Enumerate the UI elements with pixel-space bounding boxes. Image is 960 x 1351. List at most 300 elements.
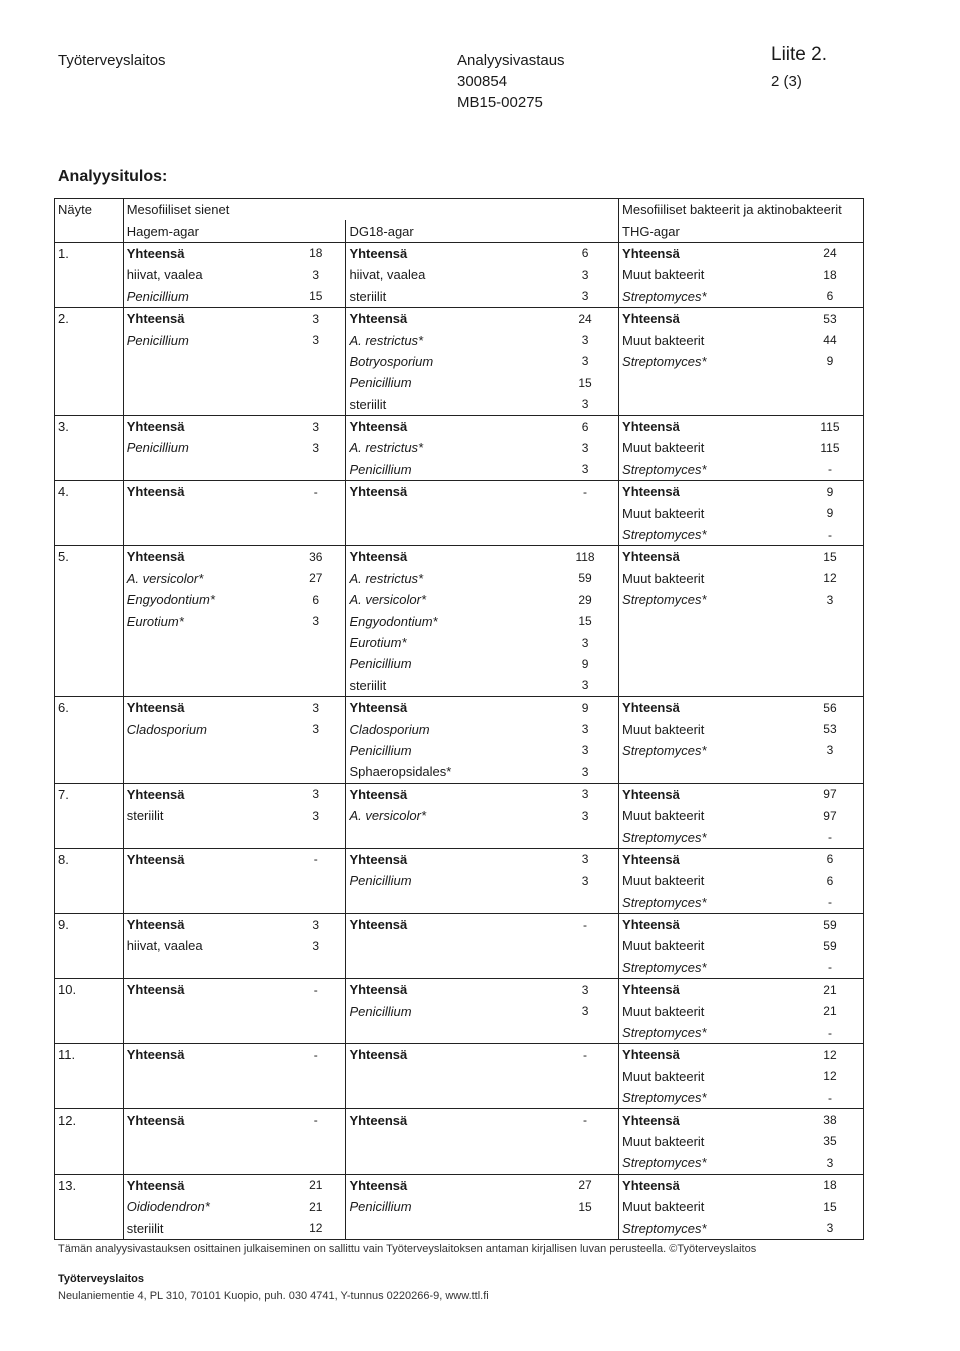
thg-organism-cell: Streptomyces* — [619, 957, 797, 979]
sample-id-cell — [55, 610, 124, 631]
attachment-label: Liite 2. — [771, 44, 827, 65]
table-row — [55, 1174, 864, 1196]
hagem-count-cell — [286, 632, 346, 653]
thg-count-cell: 44 — [797, 329, 864, 350]
hagem-organism-cell — [123, 1022, 286, 1044]
thg-count-cell: 3 — [797, 589, 864, 610]
dg18-organism-cell: Yhteensä — [346, 1109, 552, 1131]
thg-organism-cell: Streptomyces* — [619, 351, 797, 372]
thg-organism-cell: Muut bakteerit — [619, 329, 797, 350]
hagem-count-cell — [286, 502, 346, 523]
dg18-count-cell: 15 — [578, 1199, 592, 1214]
hagem-count-cell: 3 — [286, 307, 346, 329]
table-row — [55, 329, 864, 350]
dg18-organism-cell: Yhteensä — [346, 307, 552, 329]
thg-count-cell: 12 — [797, 1044, 864, 1066]
dg18-count-cell: 9 — [552, 696, 618, 718]
dg18-organism-cell: Yhteensä — [346, 415, 552, 437]
dg18-count-cell — [552, 892, 618, 914]
hagem-count-cell: 3 — [312, 614, 320, 629]
thg-organism-cell: Streptomyces* — [619, 459, 797, 481]
thg-organism-cell: Yhteensä — [619, 848, 797, 870]
dg18-count-cell: - — [552, 481, 618, 503]
thg-organism-cell — [619, 653, 797, 674]
hagem-organism-cell — [123, 394, 286, 416]
sample-code: MB15-00275 — [457, 94, 543, 111]
dg18-organism-cell: Yhteensä — [346, 481, 552, 503]
sample-id-cell — [55, 524, 124, 546]
dg18-count-cell: 15 — [578, 614, 592, 629]
sample-id-cell — [55, 957, 124, 979]
sample-id-cell — [55, 805, 124, 826]
dg18-organism-cell: Engyodontium* — [346, 610, 552, 631]
thg-count-cell: 53 — [797, 718, 864, 739]
dg18-count-cell: 3 — [581, 635, 589, 650]
document-number: 300854 — [457, 73, 508, 90]
hagem-organism-cell — [123, 502, 286, 523]
dg18-organism-cell — [346, 1131, 552, 1152]
thg-count-cell: 15 — [797, 546, 864, 568]
hagem-organism-cell — [123, 1152, 286, 1174]
dg18-organism-cell: Penicillium — [346, 653, 552, 674]
table-row — [55, 848, 864, 870]
table-row — [55, 1087, 864, 1109]
dg18-organism-cell: A. restrictus* — [346, 329, 552, 350]
hagem-organism-cell — [123, 1087, 286, 1109]
dg18-count-cell: 3 — [581, 722, 589, 737]
sample-id-cell: 10. — [55, 979, 124, 1001]
thg-organism-cell: Muut bakteerit — [619, 935, 797, 956]
thg-organism-cell — [619, 394, 797, 416]
thg-count-cell: 3 — [797, 740, 864, 761]
hagem-organism-cell — [123, 1066, 286, 1087]
thg-organism-cell — [619, 632, 797, 653]
thg-organism-cell: Yhteensä — [619, 783, 797, 805]
sample-id-cell: 9. — [55, 913, 124, 935]
dg18-organism-cell: hiivat, vaalea — [346, 264, 552, 285]
sample-id-cell — [55, 589, 124, 610]
footer-address: Neulaniementie 4, PL 310, 70101 Kuopio, puh. 030 4741, Y-tunnus 0220266-9, www.ttl.fi — [58, 1290, 489, 1302]
dg18-count-cell: 3 — [552, 848, 618, 870]
hagem-organism-cell: Oidiodendron* — [123, 1196, 286, 1217]
hagem-count-cell: 3 — [312, 267, 320, 282]
dg18-count-cell: 6 — [552, 242, 618, 264]
hagem-count-cell: 36 — [286, 546, 346, 568]
dg18-count-cell: 3 — [581, 743, 589, 758]
dg18-count-cell: 3 — [581, 873, 589, 888]
hagem-count-cell: - — [286, 979, 346, 1001]
sample-id-cell — [55, 892, 124, 914]
header-fungi: Mesofiiliset sienet — [123, 199, 346, 221]
dg18-count-cell: 3 — [581, 1004, 589, 1019]
dg18-organism-cell: Penicillium — [346, 459, 552, 481]
thg-organism-cell: Muut bakteerit — [619, 1131, 797, 1152]
dg18-count-cell — [552, 957, 618, 979]
dg18-organism-cell: A. restrictus* — [346, 437, 552, 458]
thg-organism-cell: Muut bakteerit — [619, 1000, 797, 1021]
hagem-count-cell: 21 — [286, 1174, 346, 1196]
dg18-count-cell: 59 — [578, 571, 592, 586]
thg-organism-cell: Yhteensä — [619, 307, 797, 329]
table-row — [55, 761, 864, 783]
subheader-hagem: Hagem-agar — [123, 220, 346, 242]
thg-count-cell: 18 — [797, 1174, 864, 1196]
dg18-organism-cell — [346, 502, 552, 523]
dg18-count-cell: 3 — [581, 354, 589, 369]
subheader-thg: THG-agar — [619, 220, 864, 242]
thg-organism-cell: Yhteensä — [619, 415, 797, 437]
thg-count-cell: - — [797, 1087, 864, 1109]
hagem-count-cell — [286, 653, 346, 674]
hagem-count-cell — [286, 1152, 346, 1174]
hagem-count-cell: 3 — [312, 722, 320, 737]
page-number: 2 (3) — [771, 73, 802, 90]
sample-id-cell — [55, 459, 124, 481]
header-empty — [346, 199, 552, 221]
table-row — [55, 481, 864, 503]
dg18-count-cell — [552, 1022, 618, 1044]
thg-organism-cell: Streptomyces* — [619, 524, 797, 546]
sample-id-cell — [55, 394, 124, 416]
table-row — [55, 242, 864, 264]
sample-id-cell: 4. — [55, 481, 124, 503]
table-row — [55, 415, 864, 437]
thg-count-cell — [797, 632, 864, 653]
table-row — [55, 718, 864, 739]
thg-organism-cell: Streptomyces* — [619, 1087, 797, 1109]
sample-id-cell — [55, 1196, 124, 1217]
thg-count-cell — [797, 675, 864, 697]
dg18-count-cell — [552, 1131, 618, 1152]
section-title: Analyysitulos: — [58, 168, 168, 185]
dg18-count-cell: 15 — [578, 375, 592, 390]
thg-count-cell: 24 — [797, 242, 864, 264]
dg18-count-cell — [552, 502, 618, 523]
thg-count-cell: 9 — [797, 502, 864, 523]
hagem-organism-cell — [123, 892, 286, 914]
header-sample: Näyte — [55, 199, 124, 221]
table-row — [55, 372, 864, 393]
thg-count-cell: - — [797, 1022, 864, 1044]
hagem-count-cell — [286, 1131, 346, 1152]
dg18-organism-cell: Yhteensä — [346, 979, 552, 1001]
hagem-organism-cell: steriilit — [123, 1217, 286, 1239]
dg18-count-cell: 3 — [581, 267, 589, 282]
table-row — [55, 502, 864, 523]
dg18-count-cell: 24 — [552, 307, 618, 329]
thg-organism-cell: Yhteensä — [619, 979, 797, 1001]
table-row — [55, 1131, 864, 1152]
sample-id-cell — [55, 1066, 124, 1087]
table-row — [55, 870, 864, 891]
table-row — [55, 307, 864, 329]
thg-count-cell: 21 — [797, 979, 864, 1001]
thg-organism-cell: Muut bakteerit — [619, 805, 797, 826]
hagem-count-cell — [286, 394, 346, 416]
thg-organism-cell: Streptomyces* — [619, 826, 797, 848]
thg-count-cell: - — [797, 826, 864, 848]
hagem-organism-cell — [123, 826, 286, 848]
hagem-count-cell — [286, 826, 346, 848]
table-row — [55, 286, 864, 308]
dg18-count-cell: 3 — [581, 440, 589, 455]
table-row — [55, 1196, 864, 1217]
sample-id-cell — [55, 286, 124, 308]
hagem-organism-cell: Yhteensä — [123, 307, 286, 329]
table-row — [55, 351, 864, 372]
hagem-organism-cell — [123, 740, 286, 761]
thg-count-cell: - — [797, 524, 864, 546]
table-row — [55, 783, 864, 805]
hagem-organism-cell — [123, 459, 286, 481]
hagem-count-cell: - — [286, 481, 346, 503]
sample-id-cell: 8. — [55, 848, 124, 870]
sample-id-cell: 6. — [55, 696, 124, 718]
thg-count-cell: 6 — [797, 870, 864, 891]
hagem-organism-cell: Yhteensä — [123, 415, 286, 437]
thg-count-cell: - — [797, 957, 864, 979]
thg-organism-cell: Yhteensä — [619, 696, 797, 718]
table-row — [55, 546, 864, 568]
dg18-organism-cell — [346, 892, 552, 914]
table-row — [55, 459, 864, 481]
dg18-organism-cell — [346, 1022, 552, 1044]
dg18-count-cell — [552, 1152, 618, 1174]
sample-id-cell — [55, 1131, 124, 1152]
hagem-count-cell — [286, 459, 346, 481]
sample-id-cell — [55, 1152, 124, 1174]
hagem-organism-cell: Yhteensä — [123, 1174, 286, 1196]
thg-count-cell: 18 — [797, 264, 864, 285]
dg18-count-cell: 29 — [578, 592, 592, 607]
hagem-organism-cell: Yhteensä — [123, 546, 286, 568]
table-row — [55, 1000, 864, 1021]
sample-id-cell — [55, 1022, 124, 1044]
hagem-count-cell: 3 — [286, 913, 346, 935]
thg-count-cell: 38 — [797, 1109, 864, 1131]
thg-count-cell: 97 — [797, 805, 864, 826]
dg18-organism-cell — [346, 1152, 552, 1174]
hagem-count-cell — [286, 351, 346, 372]
footer-org: Työterveyslaitos — [58, 1273, 145, 1285]
thg-organism-cell: Muut bakteerit — [619, 718, 797, 739]
dg18-organism-cell — [346, 524, 552, 546]
table-row — [55, 675, 864, 697]
dg18-organism-cell: A. versicolor* — [346, 805, 552, 826]
dg18-organism-cell: Yhteensä — [346, 696, 552, 718]
dg18-count-cell: 6 — [552, 415, 618, 437]
thg-organism-cell: Streptomyces* — [619, 589, 797, 610]
dg18-count-cell: 3 — [581, 333, 589, 348]
thg-count-cell: 97 — [797, 783, 864, 805]
sample-id-cell — [55, 935, 124, 956]
thg-count-cell: 12 — [797, 568, 864, 589]
dg18-count-cell — [552, 1087, 618, 1109]
hagem-organism-cell: Eurotium* — [123, 610, 286, 631]
sample-id-cell — [55, 502, 124, 523]
dg18-organism-cell: Penicillium — [346, 740, 552, 761]
hagem-organism-cell — [123, 1131, 286, 1152]
results-table-body — [55, 199, 864, 1240]
dg18-count-cell: - — [552, 1109, 618, 1131]
hagem-count-cell: 6 — [312, 592, 320, 607]
hagem-organism-cell — [123, 957, 286, 979]
sample-id-cell — [55, 372, 124, 393]
table-row — [55, 1217, 864, 1239]
dg18-organism-cell: Cladosporium — [346, 718, 552, 739]
thg-organism-cell: Yhteensä — [619, 481, 797, 503]
hagem-organism-cell — [123, 351, 286, 372]
thg-count-cell: 53 — [797, 307, 864, 329]
dg18-count-cell — [552, 1217, 618, 1239]
header-bacteria: Mesofiiliset bakteerit ja aktinobakteerit — [619, 199, 864, 221]
dg18-organism-cell: steriilit — [346, 675, 552, 697]
hagem-organism-cell: Yhteensä — [123, 242, 286, 264]
dg18-organism-cell: steriilit — [346, 394, 552, 416]
sample-id-cell: 5. — [55, 546, 124, 568]
thg-count-cell — [797, 394, 864, 416]
thg-organism-cell: Yhteensä — [619, 1109, 797, 1131]
hagem-count-cell — [286, 372, 346, 393]
thg-count-cell: 56 — [797, 696, 864, 718]
table-row — [55, 653, 864, 674]
footer-notice: Tämän analyysivastauksen osittainen julkaiseminen on sallittu vain Työterveyslaitoksen antaman kirjallisen luvan perusteella. ©Työterveyslaitos — [58, 1243, 757, 1255]
hagem-count-cell — [286, 1022, 346, 1044]
table-row — [55, 1109, 864, 1131]
thg-count-cell — [797, 372, 864, 393]
hagem-organism-cell: A. versicolor* — [123, 568, 286, 589]
hagem-count-cell — [286, 1087, 346, 1109]
thg-count-cell — [797, 761, 864, 783]
hagem-organism-cell: Penicillium — [123, 437, 286, 458]
sample-id-cell: 7. — [55, 783, 124, 805]
thg-count-cell — [797, 610, 864, 631]
document-info — [457, 50, 565, 113]
dg18-organism-cell: A. versicolor* — [346, 589, 552, 610]
hagem-organism-cell — [123, 870, 286, 891]
hagem-count-cell: 27 — [309, 571, 323, 586]
sample-id-cell: 13. — [55, 1174, 124, 1196]
sample-id-cell — [55, 437, 124, 458]
hagem-organism-cell: Penicillium — [123, 286, 286, 308]
thg-count-cell: 59 — [797, 935, 864, 956]
dg18-organism-cell: Yhteensä — [346, 1044, 552, 1066]
thg-organism-cell: Yhteensä — [619, 242, 797, 264]
table-row — [55, 913, 864, 935]
thg-count-cell: 115 — [797, 437, 864, 458]
dg18-organism-cell: Yhteensä — [346, 848, 552, 870]
dg18-count-cell — [552, 1066, 618, 1087]
hagem-organism-cell: Yhteensä — [123, 848, 286, 870]
thg-organism-cell: Streptomyces* — [619, 1022, 797, 1044]
sample-id-cell — [55, 761, 124, 783]
hagem-count-cell: - — [286, 1109, 346, 1131]
sample-id-cell — [55, 675, 124, 697]
thg-organism-cell: Streptomyces* — [619, 892, 797, 914]
dg18-count-cell: 3 — [581, 462, 589, 477]
hagem-count-cell — [286, 957, 346, 979]
thg-organism-cell — [619, 610, 797, 631]
table-row — [55, 935, 864, 956]
thg-organism-cell: Streptomyces* — [619, 286, 797, 308]
dg18-count-cell: 9 — [581, 656, 589, 671]
thg-count-cell: 9 — [797, 481, 864, 503]
sample-id-cell — [55, 740, 124, 761]
dg18-organism-cell: Yhteensä — [346, 783, 552, 805]
hagem-organism-cell — [123, 632, 286, 653]
hagem-count-cell — [286, 524, 346, 546]
thg-count-cell: 3 — [797, 1217, 864, 1239]
hagem-count-cell: 3 — [286, 783, 346, 805]
document-title: Analyysivastaus — [457, 52, 565, 69]
header-empty — [552, 199, 618, 221]
hagem-count-cell — [286, 675, 346, 697]
table-row — [55, 437, 864, 458]
hagem-organism-cell: Penicillium — [123, 329, 286, 350]
sample-id-cell — [55, 632, 124, 653]
dg18-organism-cell: Penicillium — [346, 372, 552, 393]
dg18-count-cell: 3 — [552, 783, 618, 805]
dg18-organism-cell: Yhteensä — [346, 1174, 552, 1196]
thg-count-cell: 35 — [797, 1131, 864, 1152]
hagem-count-cell: - — [286, 848, 346, 870]
thg-organism-cell: Muut bakteerit — [619, 502, 797, 523]
dg18-count-cell: - — [552, 913, 618, 935]
subheader-empty — [55, 220, 124, 242]
hagem-organism-cell — [123, 372, 286, 393]
hagem-organism-cell — [123, 675, 286, 697]
table-row — [55, 589, 864, 610]
dg18-organism-cell — [346, 1066, 552, 1087]
thg-organism-cell: Yhteensä — [619, 1044, 797, 1066]
dg18-count-cell: 3 — [581, 808, 589, 823]
sample-id-cell: 11. — [55, 1044, 124, 1066]
table-row — [55, 1022, 864, 1044]
thg-count-cell: 9 — [797, 351, 864, 372]
thg-count-cell: 15 — [797, 1196, 864, 1217]
thg-organism-cell: Muut bakteerit — [619, 264, 797, 285]
hagem-count-cell: 18 — [286, 242, 346, 264]
table-row — [55, 892, 864, 914]
sample-id-cell — [55, 329, 124, 350]
dg18-count-cell: 3 — [581, 397, 589, 412]
thg-count-cell: 115 — [797, 415, 864, 437]
dg18-organism-cell — [346, 826, 552, 848]
hagem-count-cell: 3 — [312, 333, 320, 348]
dg18-count-cell — [552, 826, 618, 848]
hagem-organism-cell — [123, 1000, 286, 1021]
sample-id-cell — [55, 718, 124, 739]
sample-id-cell — [55, 653, 124, 674]
table-header-row — [55, 199, 864, 221]
thg-count-cell: 59 — [797, 913, 864, 935]
thg-organism-cell: Streptomyces* — [619, 740, 797, 761]
sample-id-cell — [55, 1217, 124, 1239]
hagem-count-cell: 12 — [286, 1217, 346, 1239]
dg18-organism-cell: Penicillium — [346, 1196, 552, 1217]
dg18-organism-cell: Penicillium — [346, 870, 552, 891]
sample-id-cell: 2. — [55, 307, 124, 329]
hagem-organism-cell: Yhteensä — [123, 1109, 286, 1131]
thg-organism-cell: Muut bakteerit — [619, 1066, 797, 1087]
hagem-organism-cell: steriilit — [123, 805, 286, 826]
table-row — [55, 394, 864, 416]
results-table — [54, 198, 864, 1240]
hagem-organism-cell: Engyodontium* — [123, 589, 286, 610]
thg-organism-cell: Muut bakteerit — [619, 437, 797, 458]
table-row — [55, 568, 864, 589]
hagem-organism-cell: Cladosporium — [123, 718, 286, 739]
